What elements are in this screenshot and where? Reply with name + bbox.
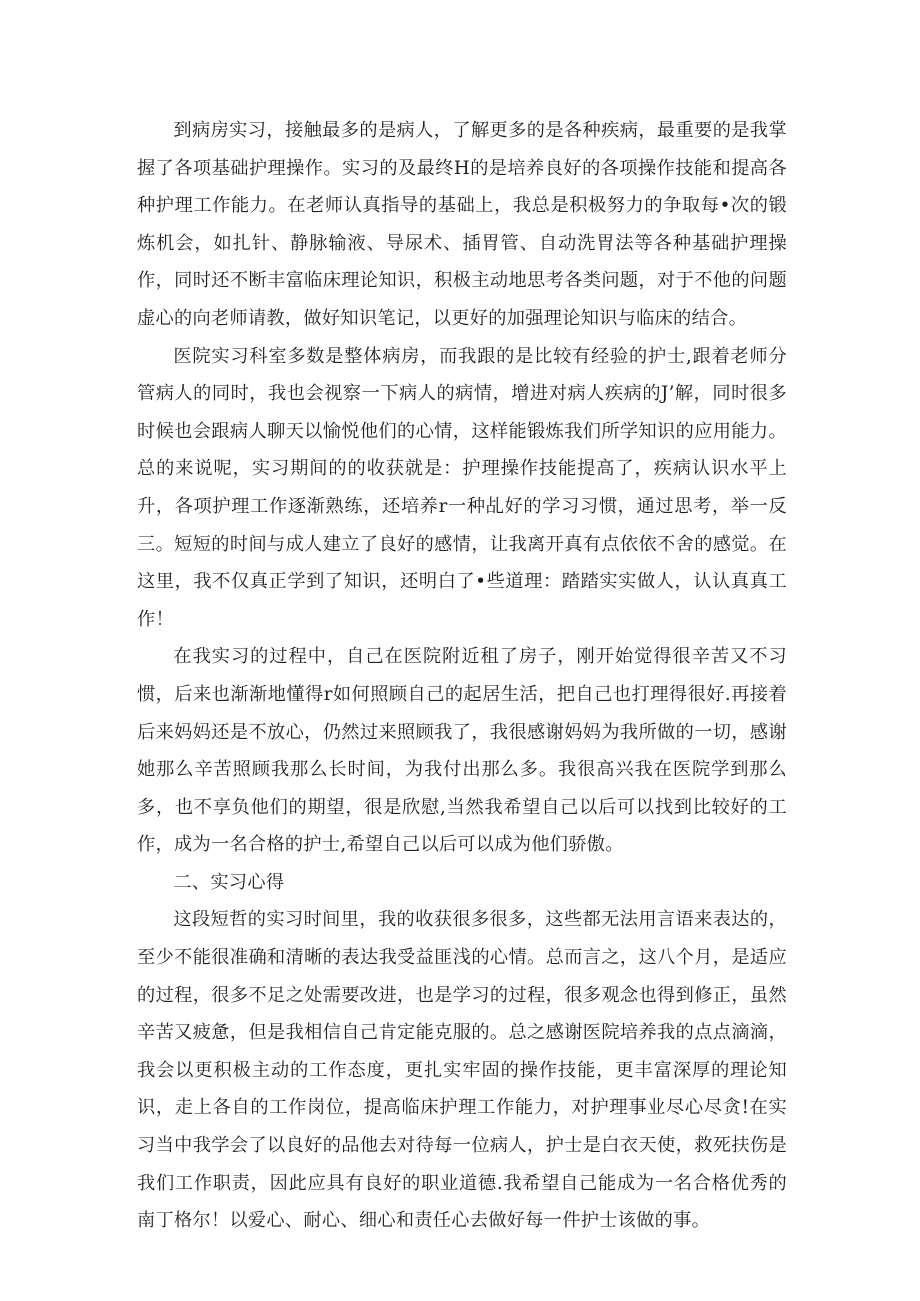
paragraph-ward-internship: 到病房实习，接触最多的是病人，了解更多的是各种疾病，最重要的是我掌握了各项基础护理操作。实习的及最终H的是培养良好的各项操作技能和提高各种护理工作能力。在老师认真指导的基础上，我总是积极努力的争取每•次的锻炼机会，如扎针、静脉输液、导尿术、插胃管、自动洗胃法等各种基础护理操作，同时还不断丰富临床理论知识，积极主动地思考各类问题，对于不他的问题虚心的向老师请教，做好知识笔记，以更好的加强理论知识与临床的结合。 (137, 120, 787, 329)
document-body (137, 112, 787, 1240)
paragraph-living-during-internship: 在我实习的过程中，自己在医院附近租了房子，刚开始觉得很辛苦又不习惯，后来也渐渐地懂得r如何照顾自己的起居生活，把自己也打理得很好.再接着后来妈妈还是不放心，仍然过来照顾我了，我很感谢妈妈为我所做的一切，感谢她那么辛苦照顾我那么长时间，为我付出那么多。我很高兴我在医院学到那么多，也不享负他们的期望，很是欣慰,当然我希望自己以后可以找到比较好的工作，成为一名合格的护士,希望自己以后可以成为他们骄傲。 (137, 646, 787, 856)
section-heading: 二、实习心得 (173, 871, 285, 893)
paragraph-hospital-departments: 医院实习科室多数是整体病房，而我跟的是比较有经验的护士,跟着老师分管病人的同时，我也会视察一下病人的病情，增进对病人疾病的J’解，同时很多时候也会跟病人聊天以愉悦他们的心情，这样能锻炼我们所学知识的应用能力。总的来说呢，实习期间的的收获就是：护理操作技能提高了，疾病认识水平上升，各项护理工作逐渐熟练，还培养r一种乩好的学习习惯，通过思考，举一反三。短短的时间与成人建立了良好的感情，让我离开真有点依依不舍的感觉。在这里，我不仅真正学到了知识，还明白了•些道理：踏踏实实做人，认认真真工作！ (137, 345, 787, 630)
paragraph-internship-reflections: 这段短哲的实习时间里，我的收获很多很多，这些都无法用言语来表达的，至少不能很准确和清晰的表达我受益匪浅的心情。总而言之，这八个月，是适应的过程，很多不足之处需要改进，也是学习的过程，很多观念也得到修正，虽然辛苦又疲惫，但是我相信自己肯定能克服的。总之感谢医院培养我的点点滴滴，我会以更积极主动的工作态度，更扎实牢固的操作技能，更丰富深厚的理论知识，走上各自的工作岗位，提高临床护理工作能力，对护理事业尽心尽贪!在实习当中我学会了以良好的品他去对待每一位病人，护士是白衣天使，救死扶伤是我们工作职责，因此应具有良好的职业道德.我希望自己能成为一名合格优秀的南丁格尔！以爱心、耐心、细心和责任心去做好每一件护士该做的事。 (137, 909, 787, 1232)
